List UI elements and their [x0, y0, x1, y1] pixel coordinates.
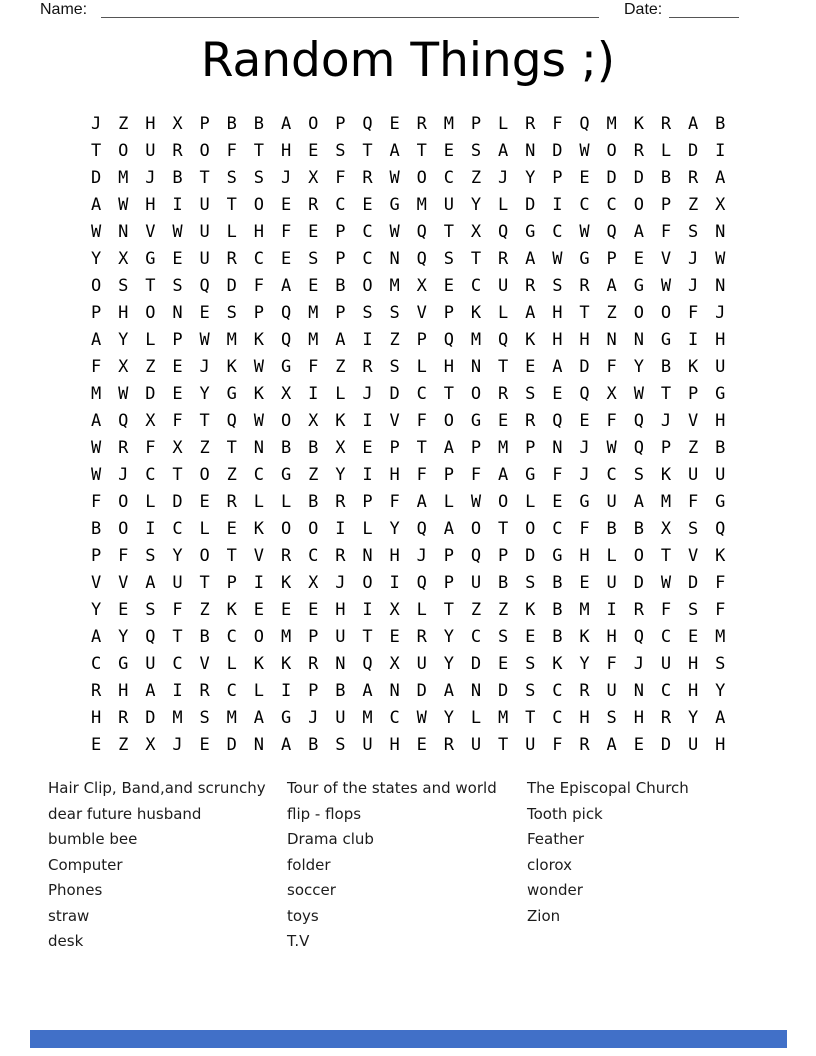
grid-row: WRFXZTNBBXEPTAPMPNJWQPZB: [91, 438, 743, 458]
grid-row: BOICLEKOOILYQAOTOCFBBXSQ: [91, 519, 743, 539]
grid-row: AYLPWMKQMAIZPQMQKHHNNGIH: [91, 330, 743, 350]
word-list-item: Tooth pick: [527, 804, 603, 823]
grid-row: PHONESPQMPSSVPKLAHTZOOFJ: [91, 303, 743, 323]
word-list-item: flip - flops: [287, 804, 362, 823]
word-list-item: folder: [287, 855, 331, 874]
grid-row: AQXFTQWOXKIVFOGERQEFQJVH: [91, 411, 743, 431]
word-list-column: [527, 776, 788, 955]
grid-row: PFSYOTVRCRNHJPQPDGHLOTVK: [91, 546, 743, 566]
grid-row: CGUCVLKKRNQXUYDESKYFJUHS: [91, 654, 743, 674]
grid-row: EZXJEDNABSUHERUTUFRAEDUH: [91, 735, 743, 755]
page-title: Random Things ;): [200, 33, 616, 88]
grid-row: AWHIUTOERCEGMUYLDICCOPZX: [91, 195, 743, 215]
word-list-item: T.V: [287, 932, 310, 950]
footer-bar: [30, 1030, 787, 1048]
word-list-item: dear future husband: [48, 804, 202, 823]
word-list-item: clorox: [527, 855, 573, 874]
word-list-item: Hair Clip, Band,and scrunchy: [48, 779, 266, 797]
word-list-item: toys: [287, 906, 319, 925]
word-list-item: straw: [48, 906, 90, 925]
name-label: Name:: [40, 1, 88, 18]
word-list-item: soccer: [287, 881, 336, 899]
grid-row: OSTSQDFAEBOMXECURSRAGWJN: [91, 276, 743, 296]
grid-row: FOLDERLLBRPFALWOLEGUAMFG: [91, 492, 743, 512]
word-list-column: [48, 776, 287, 955]
grid-row: WJCTOZCGZYIHFPFAGFJCSKUU: [91, 465, 743, 485]
grid-row: MWDEYGKXILJDCTORSEQXWTPG: [91, 384, 743, 404]
word-list-item: Tour of the states and world: [287, 779, 497, 797]
grid-row: RHAIRCLIPBANDANDSCRUNCHY: [91, 681, 743, 701]
word-list-item: Feather: [527, 830, 585, 848]
word-search-grid: [91, 111, 742, 759]
grid-row: TOUROFTHESTATESANDWORLDI: [91, 141, 743, 161]
word-list-column: [287, 776, 527, 955]
grid-row: VVAUTPIKXJOIQPUBSBEUDWDF: [91, 573, 743, 593]
grid-row: DMJBTSSJXFRWOCZJYPEDDBRA: [91, 168, 743, 188]
word-list-item: The Episcopal Church: [527, 779, 689, 797]
grid-row: JZHXPBBAOPQERMPLRFQMKRAB: [91, 114, 743, 134]
grid-row: HRDMSMAGJUMCWYLMTCHSHRYA: [91, 708, 743, 728]
word-list-item: Computer: [48, 855, 123, 874]
grid-row: FXZEJKWGFZRSLHNTEADFYBKU: [91, 357, 743, 377]
word-list-item: Phones: [48, 881, 103, 899]
grid-row: YXGEURCESPCNQSTRAWGPEVJW: [91, 249, 743, 269]
grid-row: AYQTBCOMPUTERYCSEBKHQCEM: [91, 627, 743, 647]
word-list: [48, 776, 788, 955]
word-list-item: Zion: [527, 906, 561, 925]
word-list-item: Drama club: [287, 830, 374, 848]
name-fill-line: [101, 0, 599, 18]
word-list-item: desk: [48, 932, 84, 950]
word-list-item: wonder: [527, 881, 583, 899]
date-fill-line: [669, 0, 739, 18]
word-list-item: bumble bee: [48, 830, 138, 848]
grid-row: YESFZKEEEHIXLTZZKBMIRFSF: [91, 600, 743, 620]
grid-row: WNVWULHFEPCWQTXQGCWQAFSN: [91, 222, 743, 242]
date-label: Date:: [624, 1, 663, 18]
